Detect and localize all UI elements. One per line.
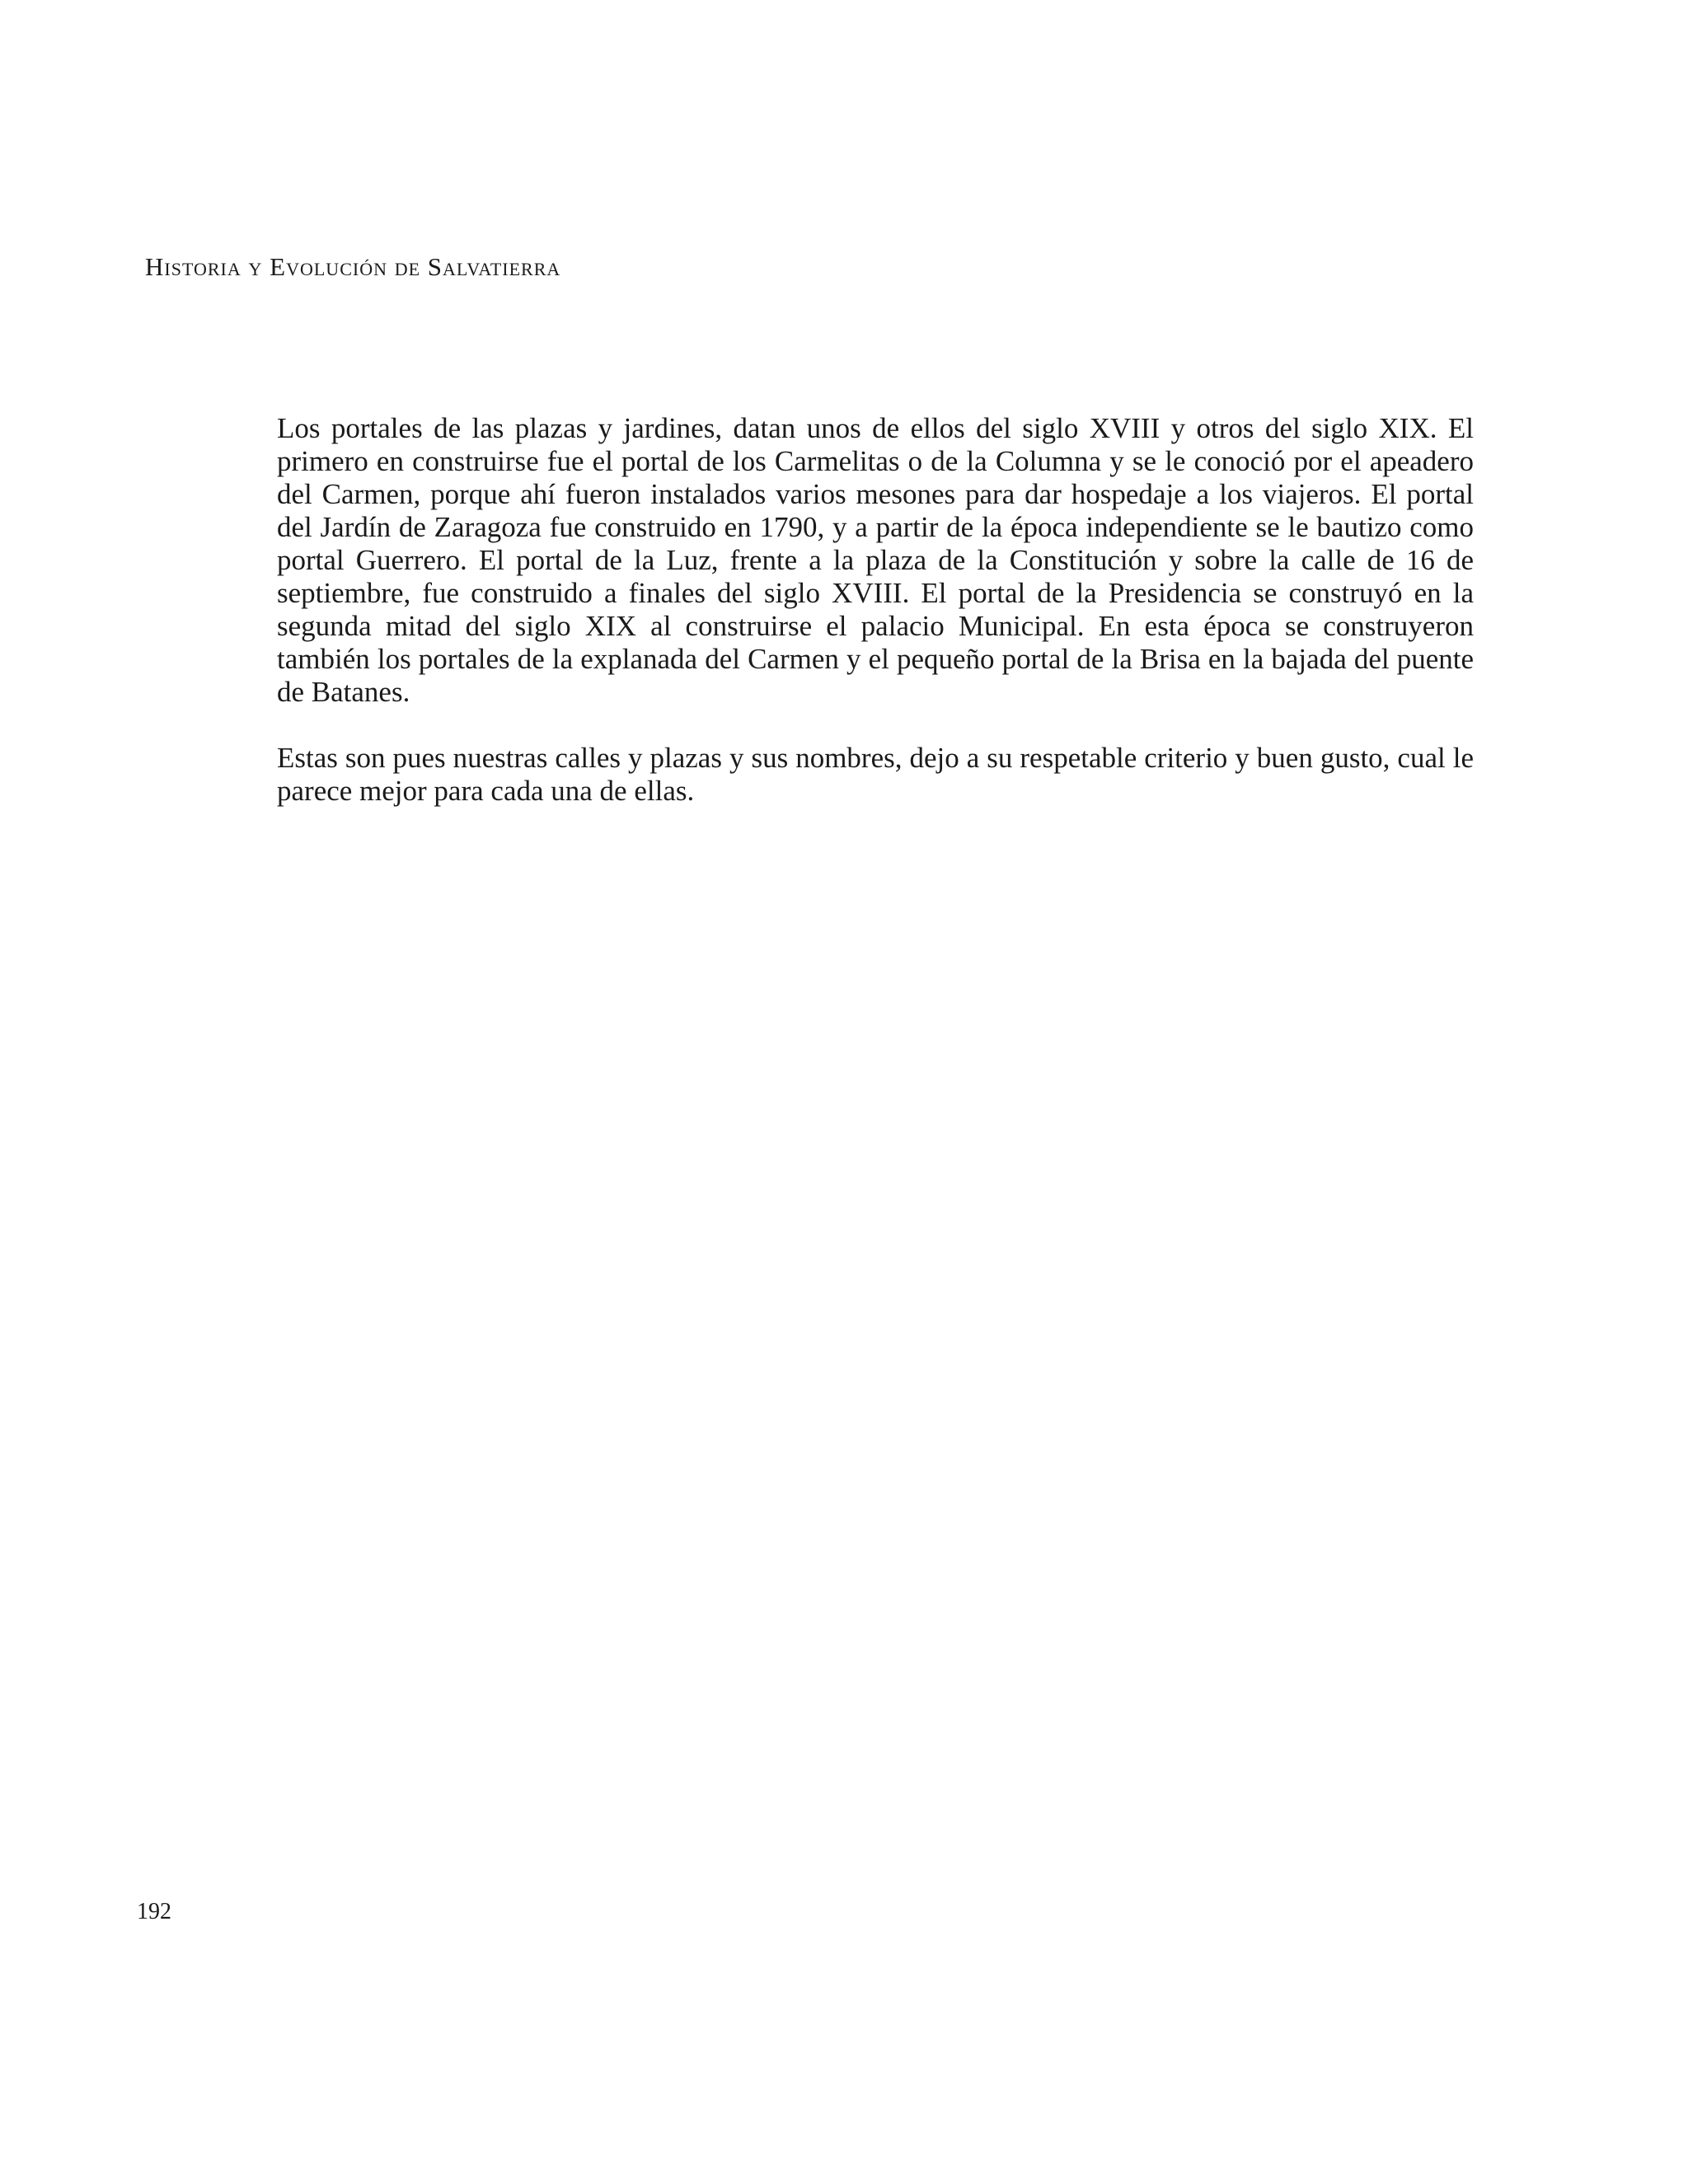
body-text <box>277 412 1474 841</box>
paragraph: Los portales de las plazas y jardines, datan unos de ellos del siglo XVIII y otros del siglo XIX. El primero en construirse fue el portal de los Carmelitas o de la Columna y se le conoció por el apeadero del Carmen, porque ahí fueron instalados varios mesones para dar hospedaje a los viajeros. El portal del Jardín de Zaragoza fue construido en 1790, y a partir de la época independiente se le bautizo como portal Guerrero. El portal de la Luz, frente a la plaza de la Constitución y sobre la calle de 16 de septiembre, fue construido a finales del siglo XVIII. El portal de la Presidencia se construyó en la segunda mitad del siglo XIX al construirse el palacio Municipal. En esta época se construyeron también los portales de la explanada del Carmen y el pequeño portal de la Brisa en la bajada del puente de Batanes. <box>277 412 1474 708</box>
page-number: 192 <box>137 1899 171 1924</box>
paragraph: Estas son pues nuestras calles y plazas y sus nombres, dejo a su respetable criterio y buen gusto, cual le parece mejor para cada una de ellas. <box>277 742 1474 807</box>
running-header-title: Historia y Evolución de Salvatierra <box>145 252 561 281</box>
